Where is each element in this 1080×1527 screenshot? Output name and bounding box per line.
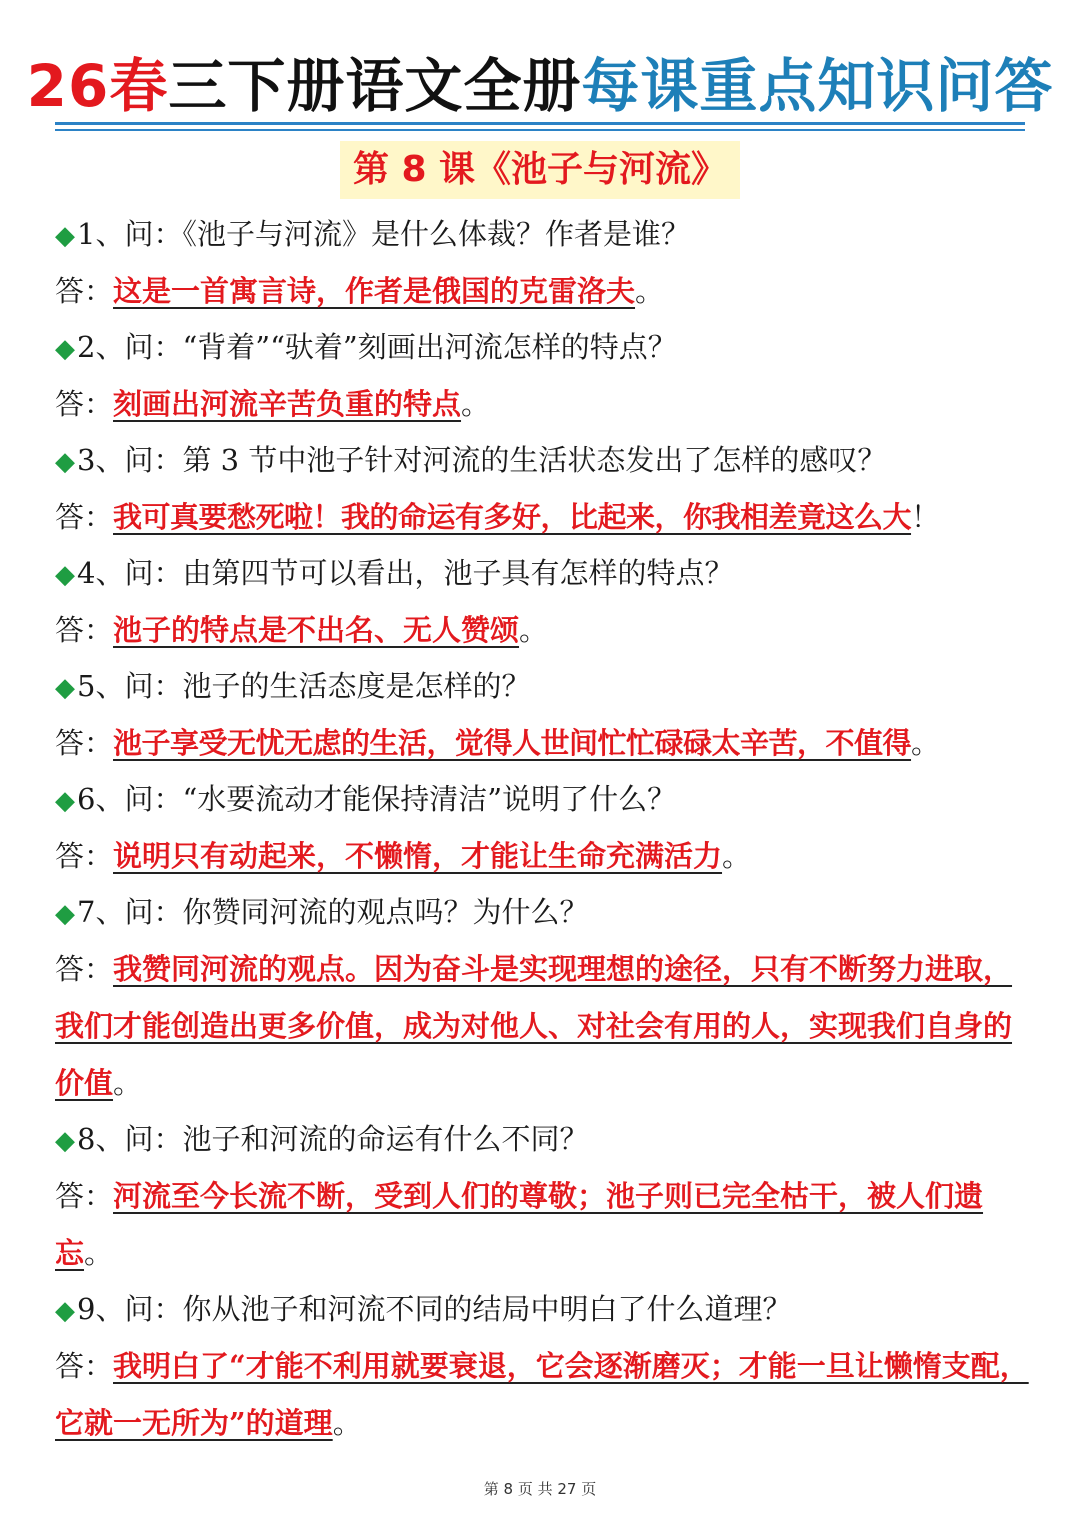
diamond-bullet-icon: ◆: [55, 1296, 75, 1326]
answer-6: 答：说明只有动起来，不懒惰，才能让生命充满活力。: [55, 839, 752, 873]
diamond-bullet-icon: ◆: [55, 673, 75, 703]
answer-1: 答：这是一首寓言诗，作者是俄国的克雷洛夫。: [55, 274, 665, 308]
answer-7: 答：我赞同河流的观点。因为奋斗是实现理想的途径，只有不断努力进取，我们才能创造出更多价值，成为对他人、对社会有用的人，实现我们自身的价值。: [55, 952, 1013, 1100]
page-footer: 第 8 页 共 27 页: [483, 1480, 597, 1498]
answer-5: 答：池子享受无忧无虑的生活，觉得人世间忙忙碌碌太辛苦，不值得。: [55, 726, 941, 760]
diamond-bullet-icon: ◆: [55, 786, 75, 816]
diamond-bullet-icon: ◆: [55, 560, 75, 590]
answer-3: 答：我可真要愁死啦！我的命运有多好，比起来，你我相差竟这么大！: [55, 500, 941, 534]
question-5: ◆5、问：池子的生活态度是怎样的？: [55, 669, 531, 703]
title-year: 26春: [26, 52, 169, 120]
question-4: ◆4、问：由第四节可以看出，池子具有怎样的特点？: [55, 556, 734, 590]
question-8: ◆8、问：池子和河流的命运有什么不同？: [55, 1122, 589, 1156]
question-3: ◆3、问：第 3 节中池子针对河流的生活状态发出了怎样的感叹？: [55, 443, 887, 477]
answer-2: 答：刻画出河流辛苦负重的特点。: [55, 387, 491, 421]
page-title: [0, 46, 1080, 126]
title-topic: 每课重点知识问答: [581, 52, 1054, 120]
diamond-bullet-icon: ◆: [55, 1126, 75, 1156]
question-2: ◆2、问：“背着”“驮着”刻画出河流怎样的特点？: [55, 330, 677, 364]
diamond-bullet-icon: ◆: [55, 447, 75, 477]
title-divider-bottom: [55, 129, 1025, 131]
title-book: 三下册语文全册: [168, 52, 582, 120]
answer-4: 答：池子的特点是不出名、无人赞颂。: [55, 613, 549, 647]
lesson-heading: 第 8 课《池子与河流》: [340, 141, 740, 199]
question-9: ◆9、问：你从池子和河流不同的结局中明白了什么道理？: [55, 1292, 792, 1326]
question-1: ◆1、问：《池子与河流》是什么体裁？作者是谁？: [55, 217, 690, 251]
title-divider-top: [55, 122, 1025, 125]
answer-9: 答：我明白了“才能不利用就要衰退，它会逐渐磨灭；才能一旦让懒惰支配，它就一无所为”的道理。: [55, 1349, 1029, 1440]
diamond-bullet-icon: ◆: [55, 334, 75, 364]
diamond-bullet-icon: ◆: [55, 221, 75, 251]
question-6: ◆6、问：“水要流动才能保持清洁”说明了什么？: [55, 782, 677, 816]
answer-8: 答：河流至今长流不断，受到人们的尊敬；池子则已完全枯干，被人们遗忘。: [55, 1179, 984, 1270]
diamond-bullet-icon: ◆: [55, 899, 75, 929]
question-7: ◆7、问：你赞同河流的观点吗？为什么？: [55, 895, 589, 929]
